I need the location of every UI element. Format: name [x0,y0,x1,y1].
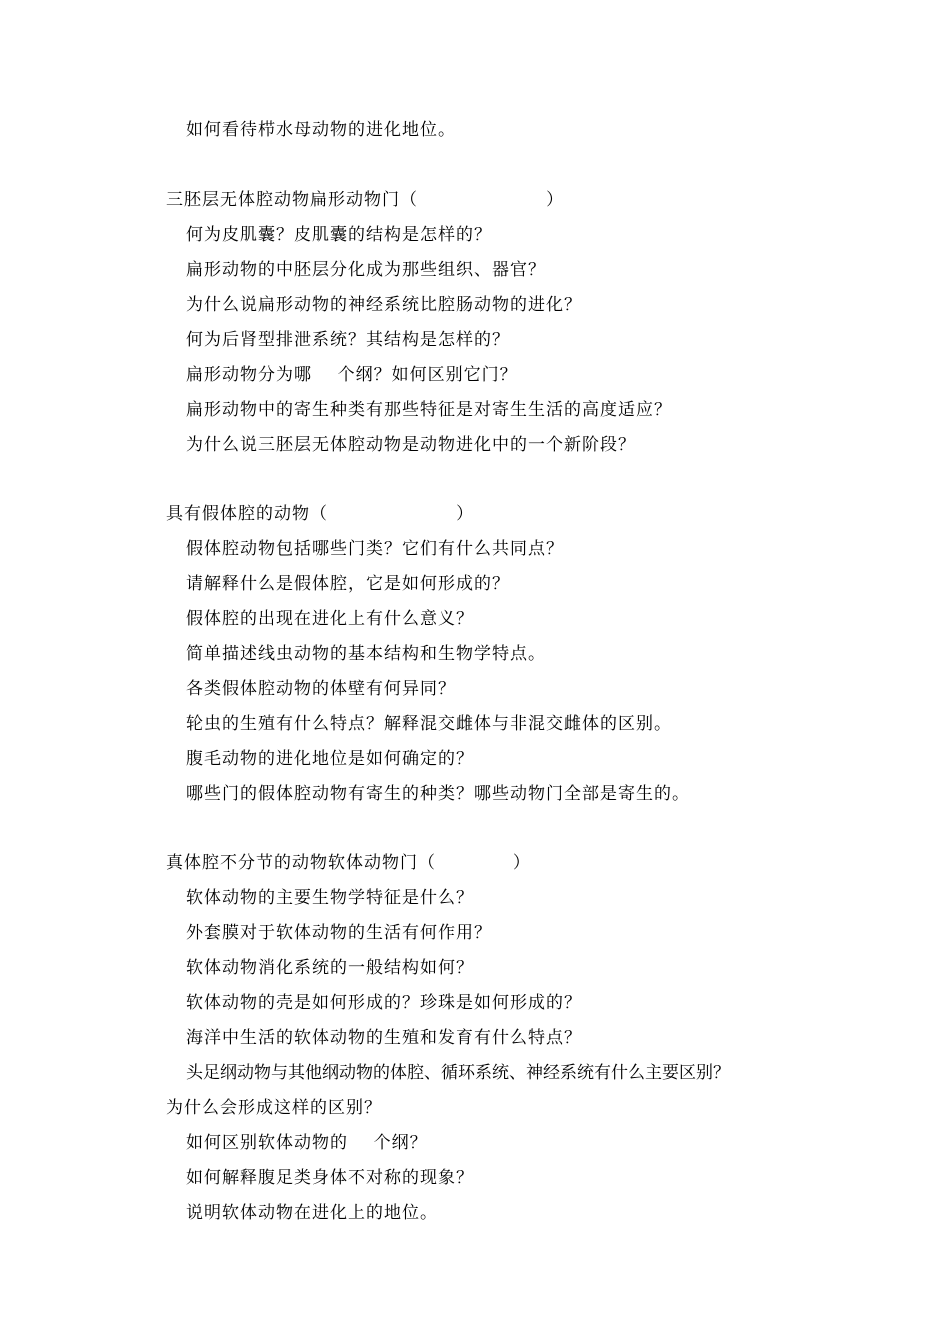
question-item: 海洋中生活的软体动物的生殖和发育有什么特点？ [186,1028,582,1048]
question-item: 简单描述线虫动物的基本结构和生物学特点。 [186,644,546,664]
question-item: 如何解释腹足类身体不对称的现象？ [186,1168,474,1188]
question-item: 何为后肾型排泄系统？其结构是怎样的？ [186,330,510,350]
question-item: 各类假体腔动物的体壁有何异同？ [186,679,456,699]
question-item: 假体腔动物包括哪些门类？它们有什么共同点？ [186,539,564,559]
question-item: 扁形动物中的寄生种类有那些特征是对寄生生活的高度适应？ [186,400,672,420]
question-item: 软体动物的主要生物学特征是什么？ [186,888,474,908]
question-item: 为什么说扁形动物的神经系统比腔肠动物的进化？ [186,295,582,315]
question-item: 为什么说三胚层无体腔动物是动物进化中的一个新阶段？ [186,435,636,455]
question-item: 外套膜对于软体动物的生活有何作用？ [186,923,492,943]
question-ctenophore-evolution: 如何看待栉水母动物的进化地位。 [186,120,456,140]
section-heading-mollusca: 真体腔不分节的动物软体动物门（ ） [166,853,531,873]
question-item: 假体腔的出现在进化上有什么意义？ [186,609,474,629]
question-item: 请解释什么是假体腔，它是如何形成的？ [186,574,510,594]
section-heading-platyhelminthes: 三胚层无体腔动物扁形动物门（ ） [166,190,565,210]
question-item: 轮虫的生殖有什么特点？解释混交雌体与非混交雌体的区别。 [186,714,672,734]
section-heading-pseudocoelomates: 具有假体腔的动物（ ） [166,504,475,524]
question-item: 头足纲动物与其他纲动物的体腔、循环系统、神经系统有什么主要区别？ [186,1063,730,1083]
question-item: 何为皮肌囊？皮肌囊的结构是怎样的？ [186,225,492,245]
question-item: 说明软体动物在进化上的地位。 [186,1203,438,1223]
question-item: 腹毛动物的进化地位是如何确定的？ [186,749,474,769]
question-item: 软体动物的壳是如何形成的？珍珠是如何形成的？ [186,993,582,1013]
question-item: 扁形动物分为哪 个纲？如何区别它门？ [186,365,518,385]
question-item: 如何区别软体动物的 个纲？ [186,1133,428,1153]
question-item-continuation: 为什么会形成这样的区别？ [166,1098,382,1118]
question-item: 扁形动物的中胚层分化成为那些组织、器官？ [186,260,546,280]
question-item: 哪些门的假体腔动物有寄生的种类？哪些动物门全部是寄生的。 [186,784,690,804]
question-item: 软体动物消化系统的一般结构如何？ [186,958,474,978]
